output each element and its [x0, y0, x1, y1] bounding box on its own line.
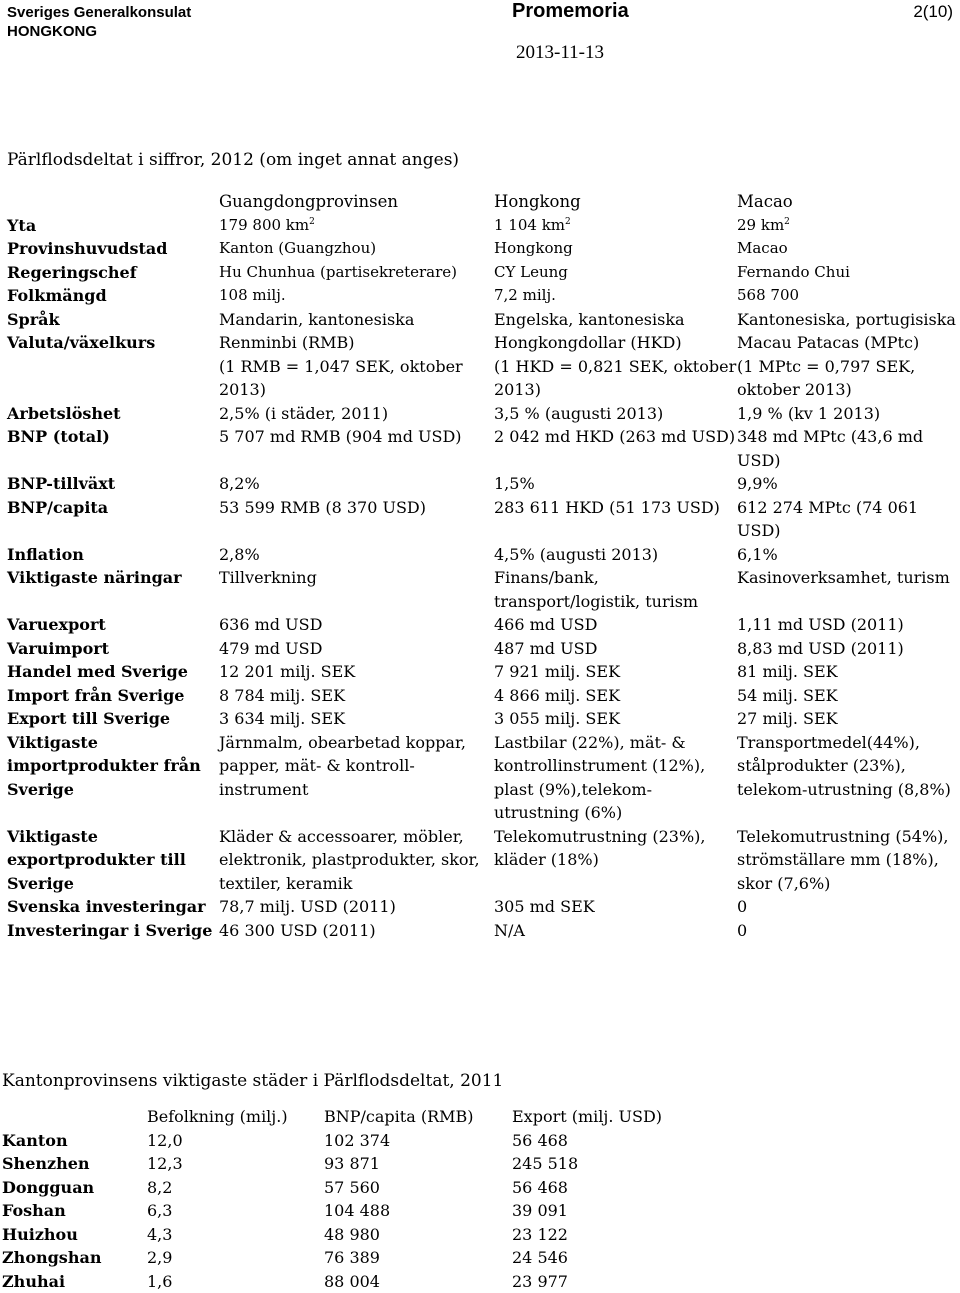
- city-name: Foshan: [2, 1201, 66, 1220]
- list-item: [2, 1223, 702, 1247]
- row-label: Arbetslöshet: [7, 403, 121, 423]
- cell-gdp-capita: 76 389: [324, 1248, 380, 1267]
- cell-export: 23 977: [512, 1271, 568, 1291]
- table-row: [7, 919, 957, 943]
- table-row: [7, 261, 957, 285]
- header-doc-type: Promemoria: [512, 0, 629, 22]
- cell-guangdong: 12 201 milj. SEK: [219, 662, 356, 681]
- row-label: Inflation: [7, 544, 84, 564]
- row-label: Handel med Sverige: [7, 662, 188, 681]
- cell-guangdong: 2,5% (i städer, 2011): [219, 403, 389, 423]
- cell-population: 6,3: [147, 1201, 173, 1220]
- cell-macao: 0: [737, 920, 748, 940]
- cell-macao: 8,83 md USD (2011): [737, 638, 904, 658]
- cell-macao: Kantonesiska, portugisiska: [737, 309, 956, 329]
- cell-hongkong: Lastbilar (22%), mät- & kontrollinstrument (12%), plast (9%),telekom-utrustning (6%): [494, 732, 706, 822]
- city-name: Zhongshan: [2, 1248, 102, 1267]
- section1-title: Pärlflodsdeltat i siffror, 2012 (om inget annat anges): [7, 150, 460, 170]
- row-label: Viktigaste näringar: [7, 568, 182, 587]
- row-label: Varuimport: [7, 638, 110, 658]
- row-label: Viktigaste exportprodukter till Sverige: [7, 826, 186, 893]
- cell-guangdong: Järnmalm, obearbetad koppar, papper, mät- & kontroll-instrument: [219, 732, 466, 799]
- table-row: [7, 331, 957, 355]
- cell-hongkong: 487 md USD: [494, 638, 598, 658]
- cell-hongkong: (1 HKD = 0,821 SEK, oktober 2013): [494, 356, 737, 399]
- cities-table: [2, 1105, 702, 1293]
- table-row: [7, 707, 957, 731]
- cell-hongkong: N/A: [494, 920, 525, 940]
- table-row: [7, 825, 957, 896]
- table-row: [7, 284, 957, 308]
- cell-guangdong: 8 784 milj. SEK: [219, 685, 346, 705]
- row-label: Export till Sverige: [7, 709, 171, 728]
- cell-hongkong: 466 md USD: [494, 615, 598, 634]
- cell-export: 56 468: [512, 1177, 568, 1197]
- cell-macao: 81 milj. SEK: [737, 662, 838, 681]
- row-label: Import från Sverige: [7, 685, 185, 705]
- cell-macao: 1,9 % (kv 1 2013): [737, 403, 881, 423]
- header-cell-guangdong: Guangdongprovinsen: [219, 192, 398, 211]
- row-label: [7, 355, 219, 402]
- header-city: HONGKONG: [7, 23, 97, 40]
- table-row: [7, 731, 957, 825]
- cell-population: 12,0: [147, 1130, 183, 1150]
- table-row: [7, 308, 957, 332]
- table-row: [7, 472, 957, 496]
- cell-guangdong: 46 300 USD (2011): [219, 920, 376, 940]
- cell-guangdong: Mandarin, kantonesiska: [219, 309, 415, 329]
- cell-macao: 568 700: [737, 286, 800, 304]
- cell-export: 24 546: [512, 1248, 568, 1267]
- header-cell-gdp-capita: BNP/capita (RMB): [324, 1107, 474, 1126]
- row-label: Valuta/växelkurs: [7, 333, 156, 352]
- table-row: [7, 543, 957, 567]
- cell-guangdong: 53 599 RMB (8 370 USD): [219, 497, 426, 517]
- cell-guangdong: 179 800 $km^2$: [219, 215, 315, 234]
- cell-hongkong: Hongkong: [494, 239, 573, 257]
- list-item: [2, 1270, 702, 1293]
- delta-stats-table: [7, 190, 957, 942]
- table-row: [7, 637, 957, 661]
- cell-hongkong: 305 md SEK: [494, 897, 595, 916]
- cell-export: 245 518: [512, 1154, 579, 1173]
- row-label: Varuexport: [7, 615, 106, 634]
- cell-population: 1,6: [147, 1271, 173, 1291]
- header-date: 2013-11-13: [516, 42, 604, 63]
- cell-macao: Fernando Chui: [737, 262, 850, 281]
- row-label: Provinshuvudstad: [7, 239, 168, 258]
- cell-macao: Macao: [737, 239, 788, 257]
- cell-hongkong: Finans/bank, transport/logistik, turism: [494, 568, 699, 611]
- city-name: Shenzhen: [2, 1154, 90, 1173]
- cell-macao: 1,11 md USD (2011): [737, 615, 904, 634]
- cell-hongkong: 7 921 milj. SEK: [494, 662, 621, 681]
- cell-macao: 54 milj. SEK: [737, 685, 838, 705]
- table-row: [7, 355, 957, 402]
- table-row: [7, 496, 957, 543]
- cell-guangdong: (1 RMB = 1,047 SEK, oktober 2013): [219, 356, 463, 399]
- cell-gdp-capita: 102 374: [324, 1130, 391, 1150]
- section2-title: Kantonprovinsens viktigaste städer i Pärlflodsdeltat, 2011: [2, 1071, 504, 1091]
- cell-guangdong: Hu Chunhua (partisekreterare): [219, 262, 458, 281]
- header-cell-empty: [7, 190, 219, 214]
- cell-macao: 27 milj. SEK: [737, 709, 838, 728]
- cell-macao: 29 $km^2$: [737, 215, 790, 234]
- list-item: [2, 1199, 702, 1223]
- cell-guangdong: 78,7 milj. USD (2011): [219, 897, 396, 916]
- cell-hongkong: 2 042 md HKD (263 md USD): [494, 427, 736, 446]
- list-item: [2, 1152, 702, 1176]
- table-row: [7, 237, 957, 261]
- cell-guangdong: 3 634 milj. SEK: [219, 709, 346, 728]
- cell-guangdong: Renminbi (RMB): [219, 333, 355, 352]
- table-row: [7, 402, 957, 426]
- cell-macao: 348 md MPtc (43,6 md USD): [737, 427, 924, 470]
- cell-population: 8,2: [147, 1177, 173, 1197]
- city-name: Zhuhai: [2, 1271, 66, 1291]
- cell-gdp-capita: 104 488: [324, 1201, 391, 1220]
- header-page-number: 2(10): [913, 2, 953, 21]
- cell-guangdong: Kläder & accessoarer, möbler, elektronik, plastprodukter, skor, textiler, keramik: [219, 826, 480, 893]
- cell-guangdong: Kanton (Guangzhou): [219, 239, 377, 257]
- table-row: [7, 566, 957, 613]
- cell-export: 23 122: [512, 1224, 568, 1244]
- row-label: Svenska investeringar: [7, 897, 206, 916]
- table-row: [7, 425, 957, 472]
- header-cell-population: Befolkning (milj.): [147, 1107, 288, 1126]
- cell-macao: Kasinoverksamhet, turism: [737, 568, 950, 587]
- cell-export: 56 468: [512, 1130, 568, 1150]
- table-row: [7, 613, 957, 637]
- cell-hongkong: 7,2 milj.: [494, 286, 556, 304]
- cell-gdp-capita: 57 560: [324, 1177, 380, 1197]
- cell-gdp-capita: 48 980: [324, 1224, 380, 1244]
- list-item: [2, 1129, 702, 1153]
- header-cell-export: Export (milj. USD): [512, 1107, 663, 1126]
- row-label: Språk: [7, 309, 60, 329]
- cell-macao: Telekomutrustning (54%), strömställare mm (18%), skor (7,6%): [737, 826, 949, 893]
- cell-hongkong: 3 055 milj. SEK: [494, 709, 621, 728]
- row-label: BNP-tillväxt: [7, 474, 116, 493]
- cell-guangdong: Tillverkning: [219, 568, 317, 587]
- row-label: Investeringar i Sverige: [7, 920, 213, 940]
- cell-macao: 9,9%: [737, 474, 778, 493]
- cell-hongkong: 283 611 HKD (51 173 USD): [494, 497, 720, 517]
- cell-macao: (1 MPtc = 0,797 SEK, oktober 2013): [737, 356, 916, 399]
- cell-population: 12,3: [147, 1154, 183, 1173]
- cell-guangdong: 5 707 md RMB (904 md USD): [219, 427, 462, 446]
- row-label: Folkmängd: [7, 286, 107, 305]
- row-label: BNP/capita: [7, 497, 109, 517]
- cell-hongkong: 4,5% (augusti 2013): [494, 544, 659, 564]
- header-org: Sveriges Generalkonsulat: [7, 4, 192, 21]
- cell-macao: Macau Patacas (MPtc): [737, 333, 920, 352]
- list-item: [2, 1176, 702, 1200]
- cell-guangdong: 2,8%: [219, 544, 260, 564]
- cell-hongkong: Engelska, kantonesiska: [494, 309, 685, 329]
- city-name: Huizhou: [2, 1224, 78, 1244]
- row-label: Regeringschef: [7, 262, 137, 282]
- cell-hongkong: 4 866 milj. SEK: [494, 685, 621, 705]
- table-row-area: [7, 214, 957, 238]
- cell-macao: 0: [737, 897, 748, 916]
- row-label: Viktigaste importprodukter från Sverige: [7, 732, 201, 799]
- header-cell-hongkong: Hongkong: [494, 192, 581, 211]
- header-cell-empty: [2, 1105, 147, 1129]
- cell-hongkong: Hongkongdollar (HKD): [494, 333, 682, 352]
- cell-macao: 6,1%: [737, 544, 778, 564]
- cell-hongkong: 1,5%: [494, 474, 535, 493]
- header-cell-macao: Macao: [737, 192, 793, 211]
- cell-gdp-capita: 88 004: [324, 1271, 380, 1291]
- table-row: [7, 660, 957, 684]
- cell-hongkong: 1 104 $km^2$: [494, 215, 571, 234]
- cell-guangdong: 479 md USD: [219, 638, 323, 658]
- city-name: Kanton: [2, 1130, 68, 1150]
- cell-hongkong: CY Leung: [494, 262, 568, 281]
- table-header-row: [7, 190, 957, 214]
- city-name: Dongguan: [2, 1177, 95, 1197]
- cell-guangdong: 8,2%: [219, 474, 260, 493]
- cell-macao: Transportmedel(44%), stålprodukter (23%), telekom-utrustning (8,8%): [737, 732, 951, 799]
- cell-population: 4,3: [147, 1224, 173, 1244]
- row-label: Yta: [7, 215, 37, 235]
- cell-hongkong: Telekomutrustning (23%), kläder (18%): [494, 826, 706, 869]
- table-row: [7, 684, 957, 708]
- cell-population: 2,9: [147, 1248, 173, 1267]
- cell-guangdong: 108 milj.: [219, 286, 286, 304]
- list-item: [2, 1246, 702, 1270]
- cities-header-row: [2, 1105, 702, 1129]
- cell-export: 39 091: [512, 1201, 568, 1220]
- table-row: [7, 895, 957, 919]
- cell-hongkong: 3,5 % (augusti 2013): [494, 403, 664, 423]
- row-label: BNP (total): [7, 427, 110, 446]
- cell-gdp-capita: 93 871: [324, 1154, 380, 1173]
- cell-macao: 612 274 MPtc (74 061 USD): [737, 497, 919, 540]
- cell-guangdong: 636 md USD: [219, 615, 323, 634]
